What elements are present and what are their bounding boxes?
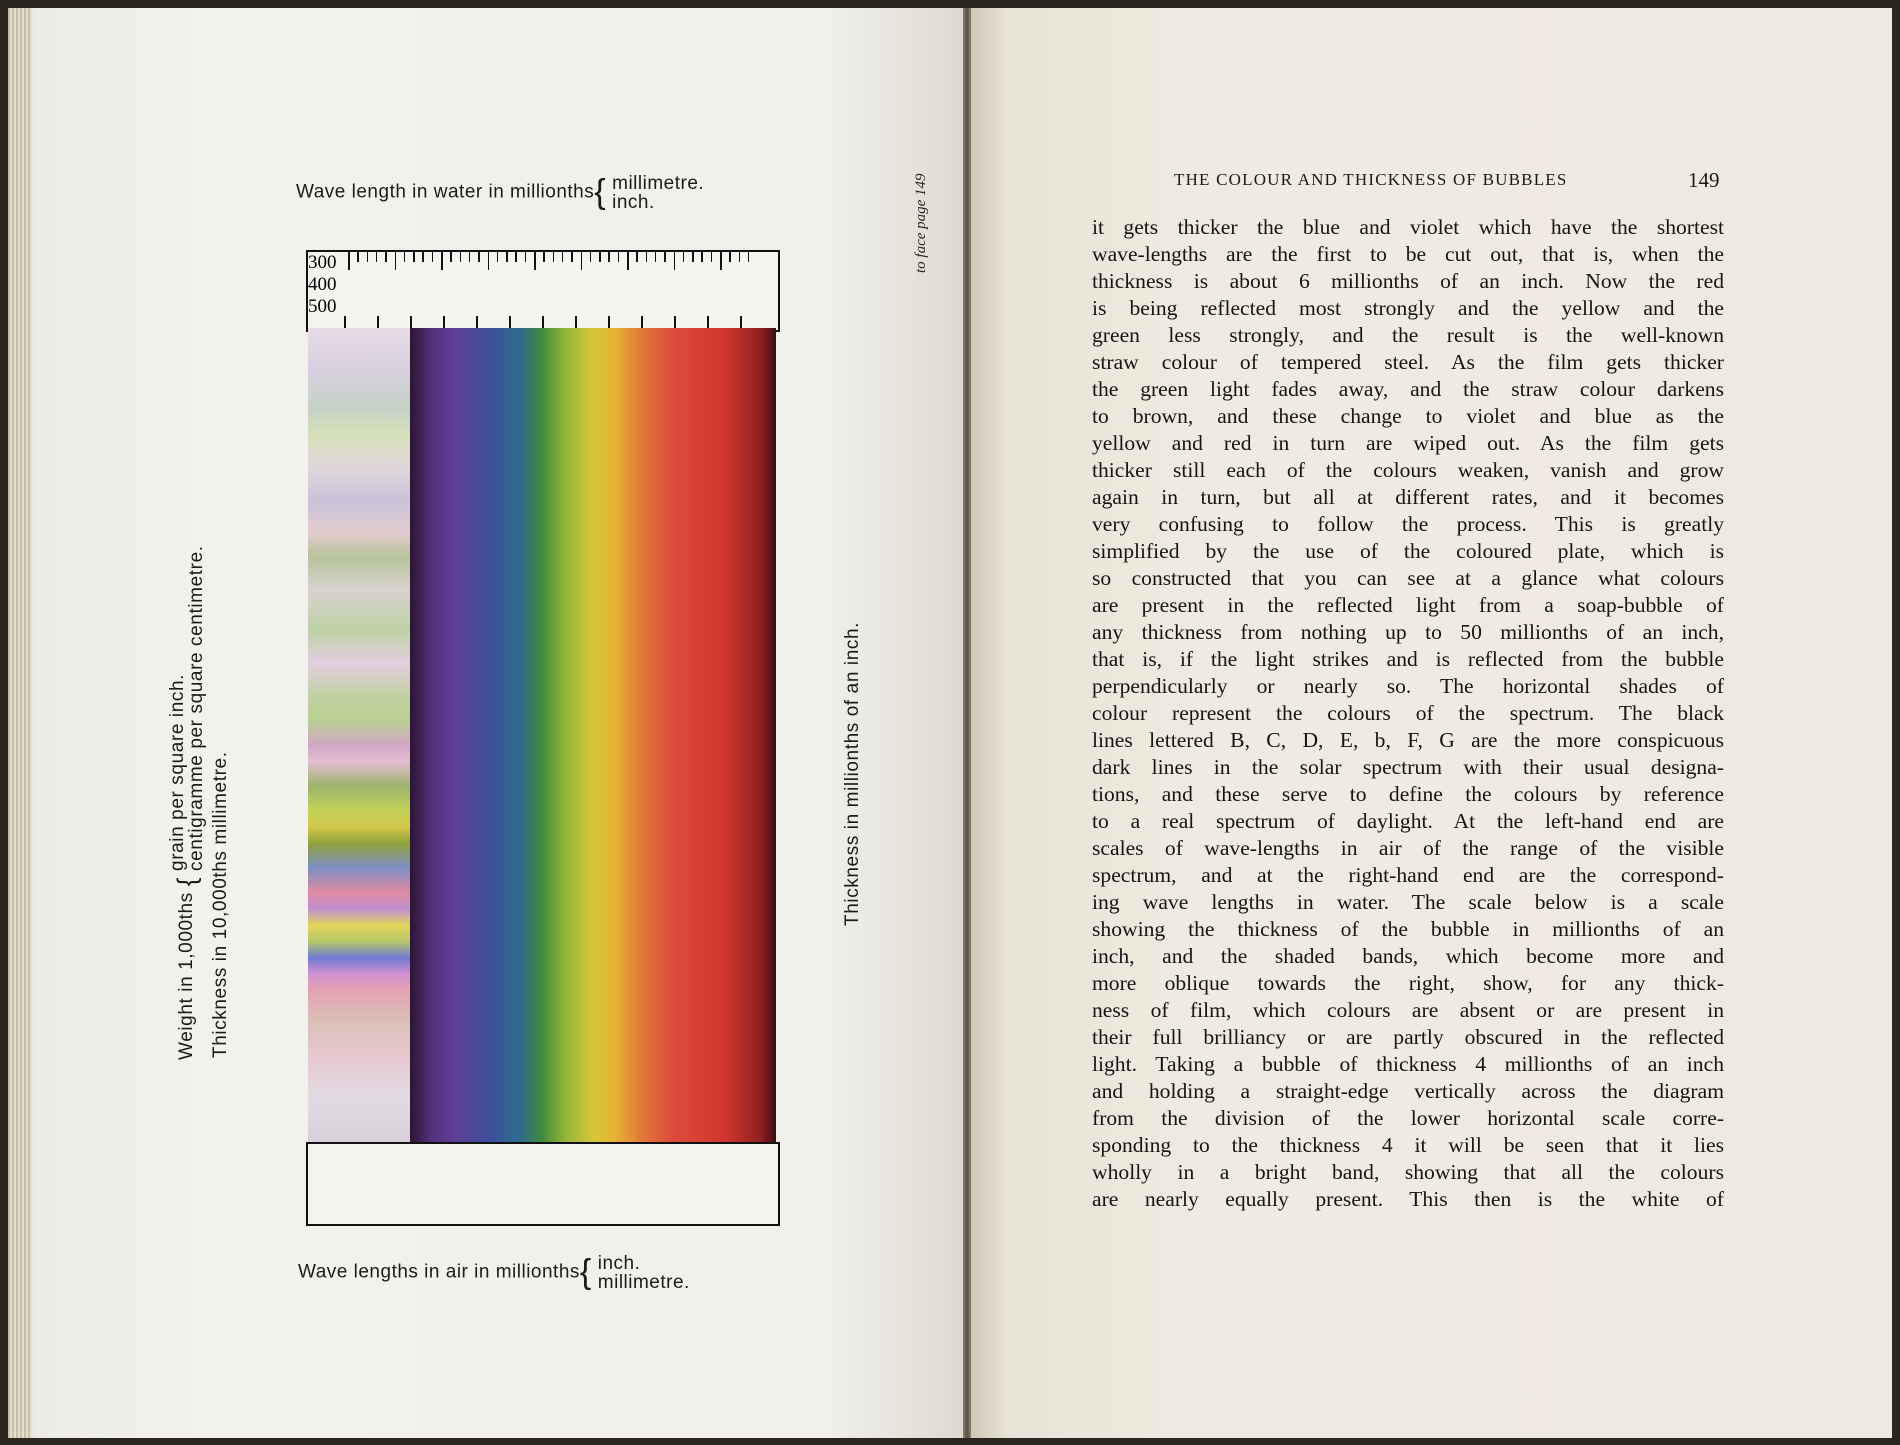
scale-tick xyxy=(450,252,452,262)
scale-tick xyxy=(534,252,536,270)
left-axis-label-thickness xyxy=(210,751,232,1058)
text-line: inch, and the shaded bands, which become more and xyxy=(1092,944,1724,968)
scale-tick xyxy=(590,252,592,262)
text-line: wave-lengths are the first to be cut out, that is, when the xyxy=(1092,242,1724,266)
running-head: THE COLOUR AND THICKNESS OF BUBBLES xyxy=(1174,170,1568,189)
weight-unit-grain: grain per square inch. xyxy=(167,673,188,871)
page-number: 149 xyxy=(1688,168,1720,192)
scale-tick xyxy=(348,252,350,270)
left-page-plate xyxy=(8,8,963,1438)
scale-tick xyxy=(367,252,369,262)
scale-tick xyxy=(599,252,601,262)
scale-tick xyxy=(674,252,676,270)
scale-tick xyxy=(739,252,741,262)
text-line: very confusing to follow the process. This is greatly xyxy=(1092,512,1724,536)
dark-bands-overlay xyxy=(410,328,776,1146)
text-line: colour represent the colours of the spectrum. The black xyxy=(1092,701,1724,725)
top-label-text: Wave length in water in millionths xyxy=(296,181,595,203)
text-line: from the division of the lower horizontal scale corre- xyxy=(1092,1106,1724,1130)
scale-tick xyxy=(553,252,555,262)
right-axis-label xyxy=(842,622,864,926)
text-line: dark lines in the solar spectrum with their usual designa- xyxy=(1092,755,1724,779)
scale-tick xyxy=(376,252,378,262)
text-line: the green light fades away, and the straw colour darkens xyxy=(1092,377,1724,401)
scale-tick xyxy=(469,252,471,262)
scale-tick xyxy=(395,252,397,270)
text-line: and holding a straight-edge vertically across the diagram xyxy=(1092,1079,1724,1103)
scale-tick xyxy=(460,252,462,262)
text-line: showing the thickness of the bubble in millionths of an xyxy=(1092,917,1724,941)
left-axis-label-weight: Weight in 1,000ths { grain per square inch. centigramme per square centimetre. xyxy=(167,545,207,1060)
text-line: are nearly equally present. This then is the white of xyxy=(1092,1187,1724,1211)
right-page-text xyxy=(971,8,1892,1438)
scale-tick xyxy=(711,252,713,262)
scale-tick xyxy=(581,252,583,270)
scale-tick xyxy=(571,252,573,262)
scale-tick xyxy=(478,252,480,262)
text-line: it gets thicker the blue and violet which have the shortest xyxy=(1092,215,1724,239)
text-line: yellow and red in turn are wiped out. As the film gets xyxy=(1092,431,1724,455)
text-line: that is, if the light strikes and is reflected from the bubble xyxy=(1092,647,1724,671)
bottom-label-text: Wave lengths in air in millionths xyxy=(298,1261,580,1283)
text-line: any thickness from nothing up to 50 millionths of an inch, xyxy=(1092,620,1724,644)
top-mm-tick-label: 300 xyxy=(308,252,337,273)
text-line: green less strongly, and the result is the well-known xyxy=(1092,323,1724,347)
top-scale-label: Wave length in water in millionths{ millimetre. inch. xyxy=(296,172,705,213)
scale-tick xyxy=(357,252,359,262)
page-edges xyxy=(8,8,32,1438)
top-unit-inch: inch. xyxy=(612,191,655,213)
text-line: tions, and these serve to define the colours by reference xyxy=(1092,782,1724,806)
scale-tick xyxy=(655,252,657,262)
reference-colour-strip xyxy=(308,328,410,1146)
text-line: ing wave lengths in water. The scale below is a scale xyxy=(1092,890,1724,914)
thickness-inch-label: Thickness in millionths of an inch. xyxy=(842,621,863,926)
text-line: ness of film, which colours are absent or are present in xyxy=(1092,998,1724,1022)
scale-tick xyxy=(683,252,685,262)
bottom-scale-label: Wave lengths in air in millionths{ inch. millimetre. xyxy=(298,1252,690,1293)
text-line: scales of wave-lengths in air of the range of the visible xyxy=(1092,836,1724,860)
left-weight-scale xyxy=(270,328,308,1146)
book-spine xyxy=(963,8,971,1438)
scale-tick xyxy=(506,252,508,262)
text-line: spectrum, and at the right-hand end are the correspond- xyxy=(1092,863,1724,887)
scale-tick xyxy=(385,252,387,262)
top-mm-tick-label: 400 xyxy=(308,274,337,295)
scale-tick xyxy=(543,252,545,262)
thickness-mm-label: Thickness in 10,000ths millimetre. xyxy=(210,751,231,1058)
top-unit-mm: millimetre. xyxy=(612,172,705,194)
scale-tick xyxy=(413,252,415,262)
scale-tick xyxy=(515,252,517,262)
top-mm-tick-label: 500 xyxy=(308,296,337,317)
text-line: their full brilliancy or are partly obscured in the reflected xyxy=(1092,1025,1724,1049)
text-line: lines lettered B, C, D, E, b, F, G are the more conspicuous xyxy=(1092,728,1724,752)
to-face-page-note: to face page 149 xyxy=(913,173,929,273)
scale-tick xyxy=(562,252,564,262)
scale-tick xyxy=(497,252,499,262)
scale-tick xyxy=(748,252,750,262)
scale-tick xyxy=(441,252,443,270)
text-line: more oblique towards the right, show, for any thick- xyxy=(1092,971,1724,995)
scale-tick xyxy=(432,252,434,262)
right-thickness-scale xyxy=(776,328,816,1146)
scale-tick xyxy=(701,252,703,262)
text-line: wholly in a bright band, showing that all the colours xyxy=(1092,1160,1724,1184)
text-line: to brown, and these change to violet and blue as the xyxy=(1092,404,1724,428)
scale-tick xyxy=(525,252,527,262)
bottom-unit-mm: millimetre. xyxy=(597,1271,690,1293)
body-text xyxy=(1092,214,1724,1213)
scale-tick xyxy=(404,252,406,262)
spectrum-colour-plate xyxy=(410,328,776,1146)
text-line: sponding to the thickness 4 it will be seen that it lies xyxy=(1092,1133,1724,1157)
text-line: is being reflected most strongly and the yellow and the xyxy=(1092,296,1724,320)
scale-tick xyxy=(636,252,638,262)
scale-tick xyxy=(729,252,731,262)
text-line: again in turn, but all at different rates, and it becomes xyxy=(1092,485,1724,509)
scale-tick xyxy=(488,252,490,270)
text-line: light. Taking a bubble of thickness 4 millionths of an inch xyxy=(1092,1052,1724,1076)
scale-tick xyxy=(720,252,722,270)
text-line: straw colour of tempered steel. As the film gets thicker xyxy=(1092,350,1724,374)
text-line: perpendicularly or nearly so. The horizontal shades of xyxy=(1092,674,1724,698)
weight-label: Weight in 1,000ths xyxy=(176,892,198,1060)
top-wavelength-scale xyxy=(306,250,780,332)
text-line: are present in the reflected light from a soap-bubble of xyxy=(1092,593,1724,617)
scale-tick xyxy=(692,252,694,262)
scale-tick xyxy=(627,252,629,270)
bottom-unit-inch: inch. xyxy=(597,1252,641,1274)
scale-tick xyxy=(646,252,648,262)
open-book xyxy=(8,8,1892,1438)
text-line: so constructed that you can see at a glance what colours xyxy=(1092,566,1724,590)
text-line: to a real spectrum of daylight. At the left-hand end are xyxy=(1092,809,1724,833)
scale-tick xyxy=(664,252,666,262)
bottom-wavelength-scale xyxy=(306,1142,780,1226)
scale-tick xyxy=(618,252,620,262)
text-line: thickness is about 6 millionths of an inch. Now the red xyxy=(1092,269,1724,293)
scale-tick xyxy=(422,252,424,262)
text-line: simplified by the use of the coloured plate, which is xyxy=(1092,539,1724,563)
weight-unit-centigramme: centigramme per square centimetre. xyxy=(186,545,207,871)
text-line: thicker still each of the colours weaken, vanish and grow xyxy=(1092,458,1724,482)
scale-tick xyxy=(608,252,610,262)
